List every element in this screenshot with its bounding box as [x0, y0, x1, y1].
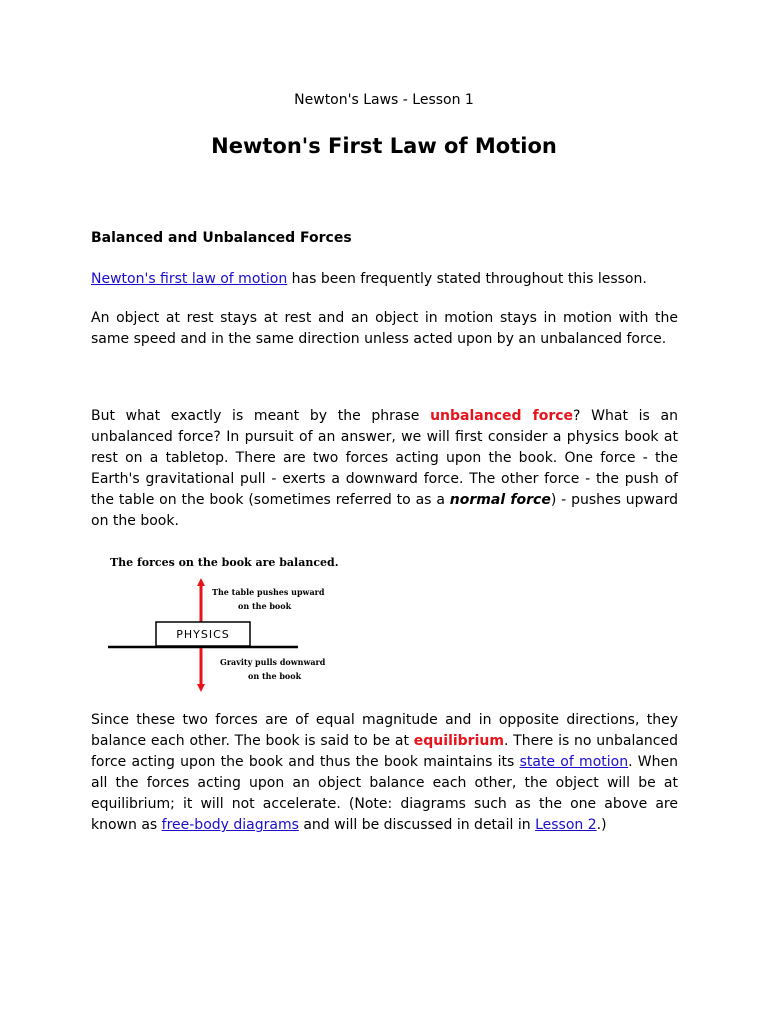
paragraph-text: . There is no unbalanced force acting upon the book and thus the book maintains its — [91, 733, 678, 770]
equilibrium-term: equilibrium — [413, 733, 504, 749]
section-heading: Balanced and Unbalanced Forces — [91, 230, 352, 246]
paragraph-text: . When all the forces acting upon an object balance each other, the object will be at equilibrium; it will not accelerate. (Note: diagrams such as the one above are known as — [91, 754, 678, 833]
upward-force-label-line2: on the book — [238, 601, 292, 611]
free-body-diagram — [100, 548, 340, 698]
unbalanced-force-term: unbalanced force — [430, 408, 574, 424]
diagram-caption: The forces on the book are balanced. — [110, 556, 339, 569]
state-of-motion-link[interactable]: state of motion — [519, 754, 629, 770]
paragraph-unbalanced-force — [91, 406, 678, 532]
paragraph-first-law-statement — [91, 269, 678, 290]
downward-force-label-line1: Gravity pulls downward — [220, 657, 326, 667]
paragraph-text: ) - pushes upward on the book. — [91, 492, 678, 529]
paragraph-text: and will be discussed in detail in — [298, 817, 536, 833]
book-label: PHYSICS — [176, 628, 230, 641]
free-body-diagrams-link[interactable]: free-body diagrams — [161, 817, 299, 833]
downward-force-label-line2: on the book — [248, 671, 302, 681]
paragraph-text: .) — [596, 817, 607, 833]
paragraph-text: But what exactly is meant by the phrase — [91, 408, 431, 424]
paragraph-text: Since these two forces are of equal magnitude and in opposite directions, they balance each other. The book is said to be at — [91, 712, 678, 749]
upward-force-label-line1: The table pushes upward — [212, 587, 325, 597]
paragraph-equilibrium — [91, 710, 678, 836]
paragraph-law-definition: An object at rest stays at rest and an object in motion stays in motion with the same speed and in the same direction unless acted upon by an unbalanced force. — [91, 310, 678, 347]
paragraph-text: has been frequently stated throughout this lesson. — [287, 271, 647, 287]
paragraph-text: ? What is an unbalanced force? In pursuit of an answer, we will first consider a physics book at rest on a tabletop. There are two forces acting upon the book. One force - the Earth's gravitational pull - exerts a downward force. The other force - the push of the table on the book (sometimes referred to as a — [91, 408, 678, 508]
lesson-label: Newton's Laws - Lesson 1 — [294, 92, 474, 108]
page-title: Newton's First Law of Motion — [211, 134, 557, 158]
lesson-2-link[interactable]: Lesson 2 — [535, 817, 597, 833]
first-law-link[interactable]: Newton's first law of motion — [91, 271, 288, 287]
normal-force-term: normal force — [449, 492, 551, 508]
